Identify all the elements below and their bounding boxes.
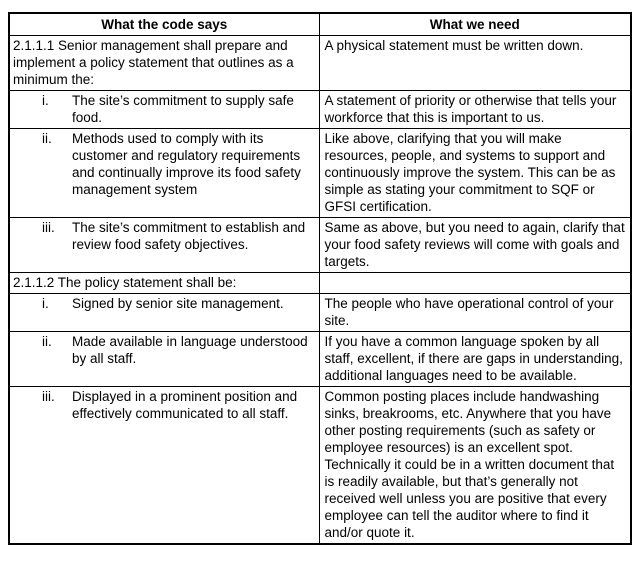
code-cell	[9, 332, 319, 387]
list-numeral: i.	[42, 296, 49, 311]
need-cell: The people who have operational control of your site.	[319, 294, 631, 332]
table-row-2111-item-i	[9, 91, 631, 129]
code-cell	[9, 387, 319, 545]
need-cell	[319, 273, 631, 294]
list-numeral: ii.	[42, 334, 52, 349]
need-cell: If you have a common language spoken by all staff, excellent, if there are gaps in understanding, additional languages need to be available.	[319, 332, 631, 387]
table-row-2112-item-i	[9, 294, 631, 332]
list-item	[13, 333, 315, 367]
code-cell	[9, 91, 319, 129]
list-item	[13, 388, 315, 422]
need-cell: Like above, clarifying that you will make resources, people, and systems to support and continuously improve the system. This can be as simple as stating your commitment to SQF or GFSI certification.	[319, 129, 631, 218]
list-item	[13, 219, 315, 253]
code-text: Made available in language understood by all staff.	[72, 334, 308, 366]
list-numeral: i.	[42, 93, 49, 108]
table-row-2112-item-iii	[9, 387, 631, 545]
code-cell: 2.1.1.1 Senior management shall prepare and implement a policy statement that outlines as a minimum the:	[9, 36, 319, 91]
list-numeral: iii.	[42, 220, 55, 235]
code-text: The site’s commitment to establish and review food safety objectives.	[72, 220, 306, 252]
list-item	[13, 130, 315, 198]
code-cell: 2.1.1.2 The policy statement shall be:	[9, 273, 319, 294]
need-cell: A physical statement must be written down.	[319, 36, 631, 91]
list-item	[13, 295, 315, 312]
code-cell	[9, 218, 319, 273]
code-text: The site’s commitment to supply safe food.	[72, 93, 294, 125]
header-need-column: What we need	[319, 13, 631, 36]
table-row-2111-item-ii	[9, 129, 631, 218]
code-cell	[9, 294, 319, 332]
list-numeral: iii.	[42, 389, 55, 404]
code-text: Displayed in a prominent position and effectively communicated to all staff.	[72, 389, 298, 421]
code-text: Methods used to comply with its customer and regulatory requirements and continually improve its food safety management system	[72, 131, 301, 197]
table-row-2112-item-ii	[9, 332, 631, 387]
need-cell: Common posting places include handwashing sinks, breakrooms, etc. Anywhere that you have other posting requirements (such as safety or employee resources) is an excellent spot. Technically it could be in a written document that is readily available, but that’s generally not received well unless you are positive that every employee can tell the auditor where to find it and/or quote it.	[319, 387, 631, 545]
list-item	[13, 92, 315, 126]
table-row-section-2112	[9, 273, 631, 294]
code-text: Signed by senior site management.	[72, 296, 284, 311]
header-code-column: What the code says	[9, 13, 319, 36]
table-row-2111-item-iii	[9, 218, 631, 273]
code-cell	[9, 129, 319, 218]
list-numeral: ii.	[42, 131, 52, 146]
header-row	[9, 13, 631, 36]
table-row-section-2111	[9, 36, 631, 91]
need-cell: A statement of priority or otherwise that tells your workforce that this is important to us.	[319, 91, 631, 129]
need-cell: Same as above, but you need to again, clarify that your food safety reviews will come with goals and targets.	[319, 218, 631, 273]
code-comparison-table	[8, 12, 632, 545]
